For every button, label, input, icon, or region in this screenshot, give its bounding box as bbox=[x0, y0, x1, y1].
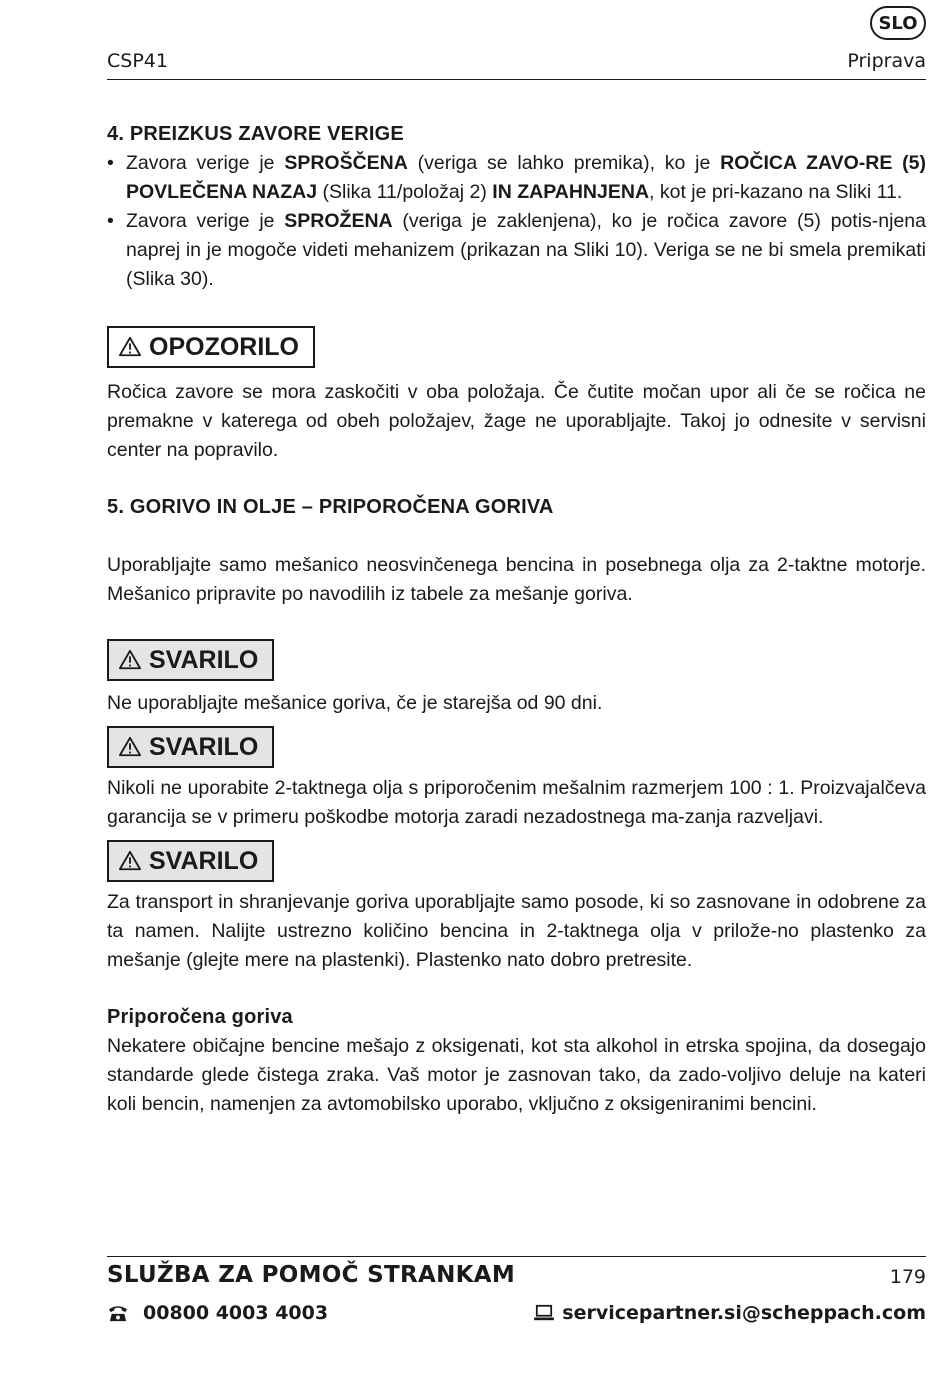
customer-service-title: SLUŽBA ZA POMOČ STRANKAM bbox=[107, 1262, 516, 1288]
warning-triangle-icon bbox=[119, 736, 141, 758]
fuel-intro: Uporabljajte samo mešanico neosvinčenega bencina in posebnega olja za 2-taktne motorje. Mešanico pripravite po navodilih iz tabele za mešanje goriva. bbox=[107, 554, 926, 605]
page-number: 179 bbox=[889, 1266, 926, 1288]
model-name: CSP41 bbox=[107, 50, 168, 72]
warning-triangle-icon bbox=[119, 850, 141, 872]
caution-label: SVARILO bbox=[149, 846, 259, 875]
laptop-icon bbox=[534, 1304, 554, 1322]
header-rule bbox=[107, 79, 926, 80]
warning-label: OPOZORILO bbox=[149, 332, 299, 361]
recommended-fuels-heading: Priporočena goriva bbox=[107, 1006, 293, 1028]
list-item: • Zavora verige je SPROŠČENA (veriga se lahko premika), ko je ROČICA ZAVO-RE (5) POVLEČENA NAZAJ (Slika 11/položaj 2) IN ZAPAHNJENA, kot je pri-kazano na Sliki 11. bbox=[107, 149, 926, 207]
warning-triangle-icon bbox=[119, 336, 141, 358]
caution-label: SVARILO bbox=[149, 645, 259, 674]
section-name: Priprava bbox=[847, 50, 926, 72]
section5-heading: 5. GORIVO IN OLJE – PRIPOROČENA GORIVA bbox=[107, 496, 554, 518]
email-contact bbox=[534, 1302, 926, 1324]
main-content bbox=[107, 120, 926, 1119]
caution-box bbox=[107, 840, 274, 882]
caution-text: Za transport in shranjevanje goriva uporabljajte samo posode, ki so zasnovane in odobrene za ta namen. Nalijte ustrezno količino bencina in 2-taktnega olja v prilože-no plastenko za mešanje (glejte mere na plastenki). Plastenko nato dobro pretresite. bbox=[107, 891, 926, 971]
caution-text: Nikoli ne uporabite 2-taktnega olja s priporočenim mešalnim razmerjem 100 : 1. Proizvajalčeva garancija se v primeru poškodbe motorja zaradi nezadostnega ma-zanja razveljavi. bbox=[107, 777, 926, 828]
phone-icon bbox=[107, 1304, 129, 1322]
phone-number[interactable]: 00800 4003 4003 bbox=[143, 1302, 329, 1324]
warning-triangle-icon bbox=[119, 649, 141, 671]
list-item: • Zavora verige je SPROŽENA (veriga je zaklenjena), ko je ročica zavore (5) potis-njena naprej in je mogoče videti mehanizem (prikazan na Sliki 10). Veriga se ne bi smela premikati (Slika 30). bbox=[107, 207, 926, 294]
footer-rule bbox=[107, 1256, 926, 1257]
recommended-fuels-text: Nekatere običajne bencine mešajo z oksigenati, kot sta alkohol in etrska spojina, da dosegajo standarde glede čistega zraka. Vaš motor je zasnovan tako, da zado-voljivo deluje na kateri koli bencin, namenjen za avtomobilsko uporabo, vključno z oksigeniranimi bencini. bbox=[107, 1035, 926, 1115]
email-address[interactable]: servicepartner.si@scheppach.com bbox=[562, 1302, 926, 1324]
phone-contact bbox=[107, 1302, 328, 1324]
warning-text: Ročica zavore se mora zaskočiti v oba položaja. Če čutite močan upor ali če se ročica ne premakne v katerega od obeh položajev, žage ne uporabljajte. Takoj jo odnesite v servisni center na popravilo. bbox=[107, 381, 926, 461]
caution-box bbox=[107, 726, 274, 768]
caution-box bbox=[107, 639, 274, 681]
brake-test-list bbox=[107, 149, 926, 294]
section4-heading: 4. PREIZKUS ZAVORE VERIGE bbox=[107, 123, 404, 145]
warning-box bbox=[107, 326, 315, 368]
caution-label: SVARILO bbox=[149, 732, 259, 761]
language-badge: SLO bbox=[870, 6, 926, 40]
caution-text: Ne uporabljajte mešanice goriva, če je starejša od 90 dni. bbox=[107, 692, 603, 714]
